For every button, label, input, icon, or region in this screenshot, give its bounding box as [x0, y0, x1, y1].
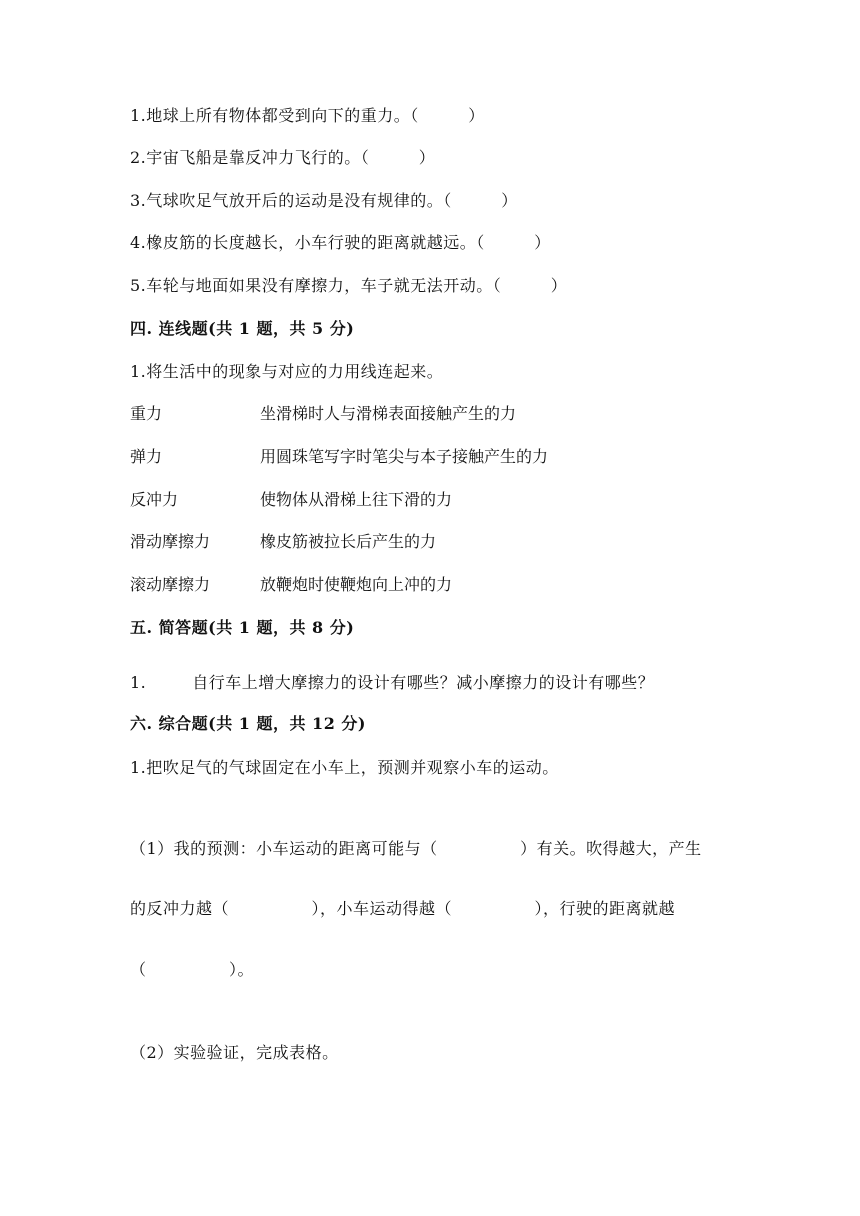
matching-pair — [130, 530, 750, 554]
matching-question: 1.将生活中的现象与对应的力用线连起来。 — [130, 362, 444, 381]
matching-right-description: 用圆珠笔写字时笔尖与本子接触产生的力 — [260, 447, 549, 466]
judgment-item-1: 1.地球上所有物体都受到向下的重力。（ ） — [130, 106, 485, 125]
matching-left-term: 反冲力 — [130, 490, 179, 509]
judgment-item-4: 4.橡皮筋的长度越长，小车行驶的距离就越远。（ ） — [130, 233, 551, 252]
matching-pair — [130, 402, 750, 426]
question-text: 自行车上增大摩擦力的设计有哪些？减小摩擦力的设计有哪些？ — [192, 673, 655, 692]
section-title-matching: 四. 连线题(共 1 题，共 5 分) — [130, 319, 355, 338]
prediction-line-2: 的反冲力越（ ），小车运动得越（ ），行驶的距离就越 — [130, 899, 676, 918]
matching-right-description: 使物体从滑梯上往下滑的力 — [260, 490, 453, 509]
matching-pair — [130, 445, 750, 469]
question-number: 1. — [130, 673, 147, 692]
matching-right-description: 坐滑梯时人与滑梯表面接触产生的力 — [260, 404, 517, 423]
experiment-instruction: （2）实验验证，完成表格。 — [130, 1043, 339, 1062]
prediction-line-1: （1）我的预测：小车运动的距离可能与（ ）有关。吹得越大，产生 — [130, 839, 702, 858]
matching-right-description: 放鞭炮时使鞭炮向上冲的力 — [260, 575, 453, 594]
prediction-line-3: （ ）。 — [130, 960, 255, 979]
matching-left-term: 弹力 — [130, 447, 163, 466]
matching-left-term: 滑动摩擦力 — [130, 532, 211, 551]
judgment-item-2: 2.宇宙飞船是靠反冲力飞行的。（ ） — [130, 148, 436, 167]
section-title-short-answer: 五. 简答题(共 1 题，共 8 分) — [130, 618, 355, 637]
matching-left-term: 重力 — [130, 404, 163, 423]
judgment-item-5: 5.车轮与地面如果没有摩擦力，车子就无法开动。（ ） — [130, 276, 568, 295]
matching-right-description: 橡皮筋被拉长后产生的力 — [260, 532, 437, 551]
section-title-comprehensive: 六. 综合题(共 1 题，共 12 分) — [130, 714, 366, 733]
matching-left-term: 滚动摩擦力 — [130, 575, 211, 594]
matching-pair — [130, 488, 750, 512]
comprehensive-question: 1.把吹足气的气球固定在小车上，预测并观察小车的运动。 — [130, 758, 559, 777]
judgment-item-3: 3.气球吹足气放开后的运动是没有规律的。（ ） — [130, 191, 518, 210]
short-answer-question — [130, 671, 654, 695]
matching-pair — [130, 573, 750, 597]
